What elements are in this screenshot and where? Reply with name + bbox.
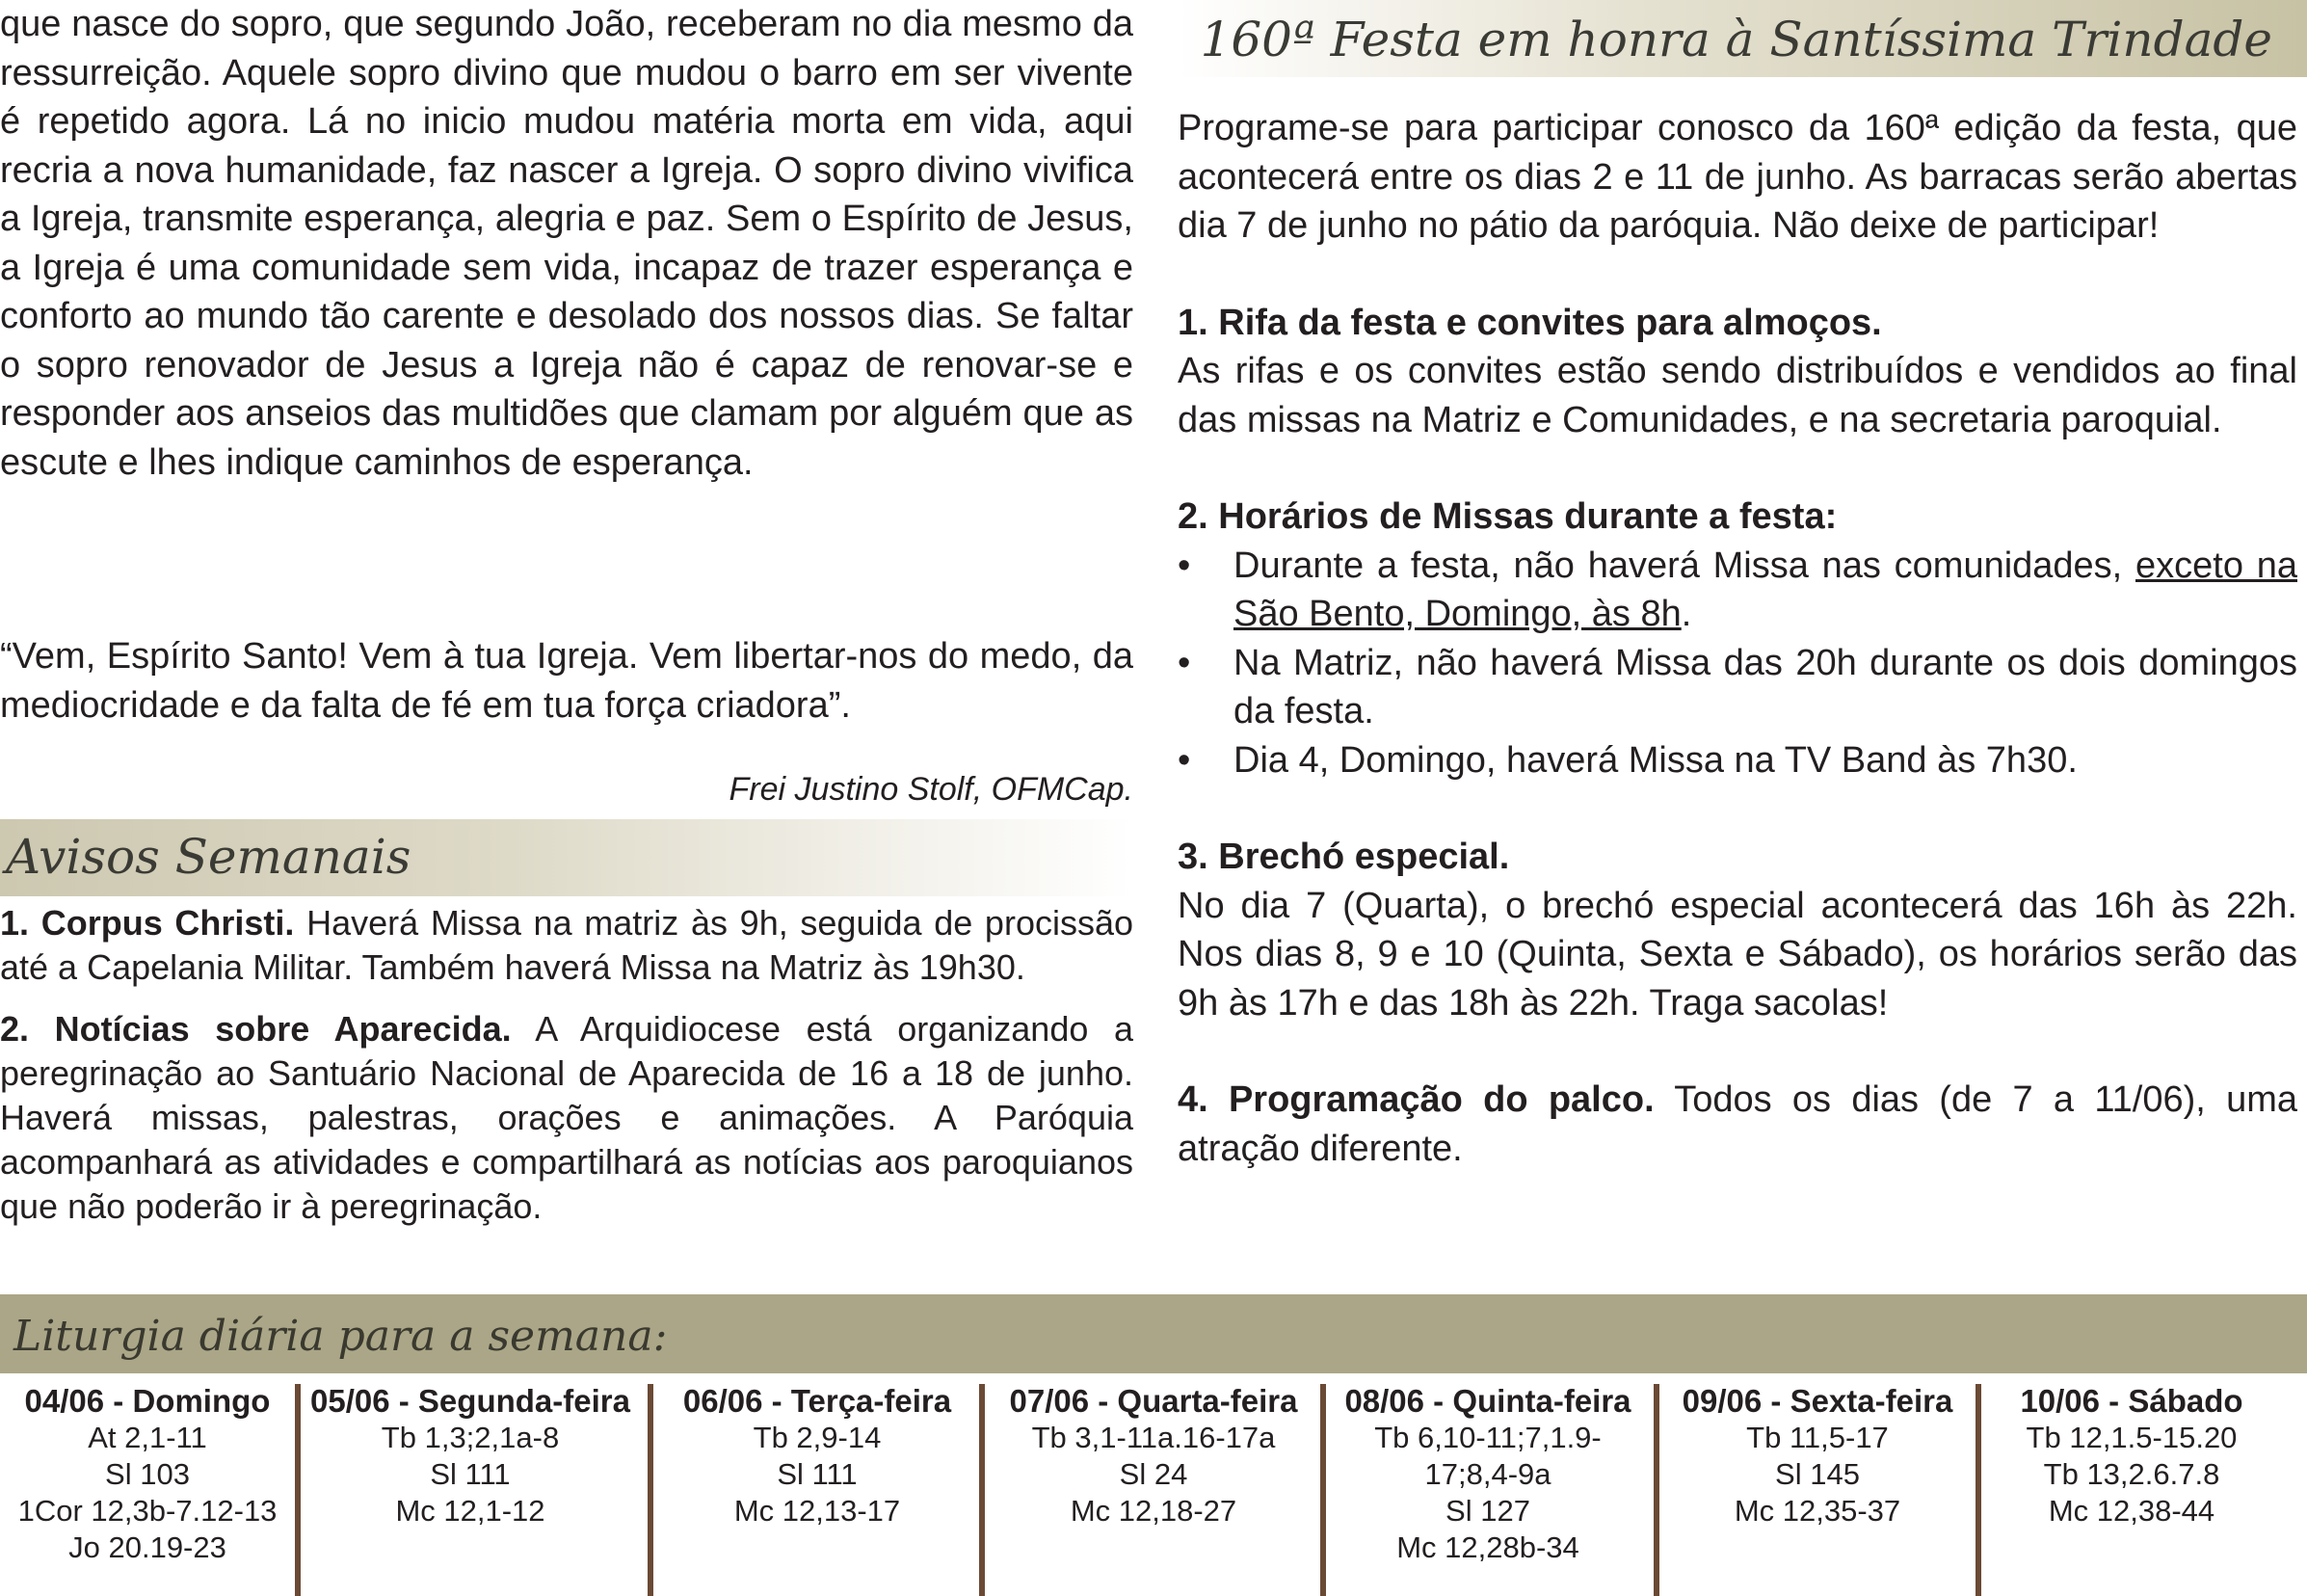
reflection-paragraph: que nasce do sopro, que segundo João, receberam no dia mesmo da ressurreição. Aquele sopro divino que mudou o barro em ser vivente é repetido agora. Lá no inicio mudou matéria morta em vida, aqui recria a nova humanidade, faz nascer a Igreja. O sopro divino vivifica a Igreja, transmite esperança, alegria e paz. Sem o Espírito de Jesus, a Igreja é uma comunidade sem vida, incapaz de trazer esperança e conforto ao mundo tão carente e desolado dos nossos dias. Se faltar o sopro renovador de Jesus a Igreja não é capaz de renovar-se e responder aos anseios das multidões que clamam por alguém que as escute e lhes indique caminhos de esperança.: [0, 4, 1133, 483]
reading: 1Cor 12,3b-7.12-13: [17, 1494, 278, 1528]
reading: Tb 6,10-11;7,1.9-: [1374, 1421, 1602, 1454]
section-title: [1178, 299, 2297, 348]
liturgia-header: [0, 1294, 2307, 1373]
reading: Tb 11,5-17: [1746, 1421, 1889, 1454]
reading: Tb 12,1.5-15.20: [2026, 1421, 2238, 1454]
column-divider: [648, 1384, 653, 1596]
aviso-item-title: 2. Notícias sobre Aparecida.: [0, 1009, 512, 1049]
reading: Sl 111: [777, 1457, 858, 1491]
section-4-title: 4. Programação do palco.: [1178, 1079, 1655, 1120]
section-4-text: Todos os dias (de 7 a 11/06), uma atração diferente.: [1178, 1079, 2297, 1169]
column-divider: [1654, 1384, 1659, 1596]
festa-title: 160ª Festa em honra à Santíssima Trindade: [1200, 12, 2272, 67]
column-divider: [1976, 1384, 1981, 1596]
column-divider: [1320, 1384, 1326, 1596]
reading: Mc 12,28b-34: [1396, 1530, 1579, 1564]
reading: 17;8,4-9a: [1424, 1457, 1551, 1491]
list-item-punct: .: [1681, 594, 1692, 634]
reading: Mc 12,13-17: [733, 1494, 901, 1528]
liturgia-title: Liturgia diária para a semana:: [13, 1312, 668, 1361]
festa-header: [1178, 0, 2307, 77]
liturgia-day: [985, 1383, 1322, 1585]
aviso-item: [0, 1007, 1133, 1229]
reading: Mc 12,1-12: [395, 1494, 545, 1528]
section-3-title: 3. Brechó especial.: [1178, 837, 1510, 877]
bullet-icon: •: [1178, 642, 1191, 683]
reading: Mc 12,35-37: [1734, 1494, 1901, 1528]
section-1-title: 1. Rifa da festa e convites para almoços.: [1178, 302, 1882, 343]
list-item: [1178, 542, 2297, 639]
reading: Jo 20.19-23: [68, 1530, 226, 1564]
aviso-item-text: Haverá Missa na matriz às 9h, seguida de procissão até a Capelania Militar. Também haverá Missa na Matriz às 19h30.: [0, 903, 1134, 987]
liturgia-day: [0, 1383, 295, 1585]
liturgia-day-heading: 07/06 - Quarta-feira: [1009, 1383, 1298, 1419]
aviso-item-title: 1. Corpus Christi.: [0, 903, 295, 943]
section-title: [1178, 833, 2297, 882]
liturgia-day: [1663, 1383, 1972, 1585]
aviso-item-text: A Arquidiocese está organizando a peregrinação ao Santuário Nacional de Aparecida de 16 a 18 de junho. Haverá missas, palestras, orações e animações. A Paróquia acompanhará as atividades e compartilhará as notícias aos paroquianos que não poderão ir à peregrinação.: [0, 1009, 1133, 1226]
avisos-header: [0, 819, 1133, 896]
liturgia-day: [1987, 1383, 2276, 1585]
reading: Mc 12,38-44: [2048, 1494, 2215, 1528]
liturgia-day: [655, 1383, 979, 1585]
section-2-title: 2. Horários de Missas durante a festa:: [1178, 496, 1838, 537]
avisos-list: [0, 901, 1133, 1246]
column-divider: [295, 1384, 301, 1596]
liturgia-day-heading: 08/06 - Quinta-feira: [1344, 1383, 1631, 1419]
aviso-item: [0, 901, 1133, 990]
reading: Sl 111: [430, 1457, 511, 1491]
reading: Sl 103: [105, 1457, 190, 1491]
underlined-text: exceto na São Bento, Domingo, às 8h: [1233, 545, 2297, 634]
section-3-text: No dia 7 (Quarta), o brechó especial acontecerá das 16h às 22h. Nos dias 8, 9 e 10 (Quinta, Sexta e Sábado), os horários serão das 9h às 17h e das 18h às 22h. Traga sacolas!: [1178, 885, 2297, 1024]
reading: At 2,1-11: [88, 1421, 207, 1454]
bullet-icon: •: [1178, 739, 1191, 781]
festa-body: [1178, 104, 2297, 1173]
section-title: [1178, 492, 2297, 542]
list-item-text: Dia 4, Domingo, haverá Missa na TV Band às 7h30.: [1233, 739, 2078, 781]
liturgia-day-heading: 04/06 - Domingo: [24, 1383, 271, 1419]
avisos-title: Avisos Semanais: [6, 829, 411, 885]
list-item-text: Durante a festa, não haverá Missa nas comunidades,: [1233, 545, 2136, 586]
list-item: [1178, 639, 2297, 736]
section-4: [1178, 1076, 2297, 1173]
reading: Tb 3,1-11a.16-17a: [1031, 1421, 1276, 1454]
list-item: [1178, 736, 2297, 785]
liturgia-day-heading: 09/06 - Sexta-feira: [1682, 1383, 1953, 1419]
liturgia-day: [301, 1383, 640, 1585]
reading: Sl 24: [1119, 1457, 1188, 1491]
reading: Tb 13,2.6.7.8: [2043, 1457, 2220, 1491]
liturgia-day-heading: 10/06 - Sábado: [2020, 1383, 2243, 1419]
bullet-icon: •: [1178, 545, 1191, 586]
festa-intro: Programe-se para participar conosco da 160ª edição da festa, que acontecerá entre os dias 2 e 11 de junho. As barracas serão abertas dia 7 de junho no pátio da paróquia. Não deixe de participar!: [1178, 108, 2297, 246]
liturgia-day-heading: 06/06 - Terça-feira: [682, 1383, 952, 1419]
reading: Tb 1,3;2,1a-8: [381, 1421, 560, 1454]
reading: Sl 127: [1445, 1494, 1530, 1528]
column-divider: [979, 1384, 985, 1596]
reading: Sl 145: [1775, 1457, 1860, 1491]
list-item-text: Na Matriz, não haverá Missa das 20h durante os dois domingos da festa.: [1233, 642, 2297, 732]
reading: Tb 2,9-14: [753, 1421, 882, 1454]
author-signature: Frei Justino Stolf, OFMCap.: [729, 771, 1133, 808]
reflection-prayer: “Vem, Espírito Santo! Vem à tua Igreja. Vem libertar-nos do medo, da mediocridade e da falta de fé em tua força criadora”.: [0, 636, 1133, 726]
liturgia-day: [1326, 1383, 1650, 1585]
reading: Mc 12,18-27: [1070, 1494, 1237, 1528]
liturgia-table: [0, 1383, 2307, 1585]
section-1-text: As rifas e os convites estão sendo distribuídos e vendidos ao final das missas na Matriz e Comunidades, e na secretaria paroquial.: [1178, 351, 2297, 440]
liturgia-day-heading: 05/06 - Segunda-feira: [310, 1383, 630, 1419]
